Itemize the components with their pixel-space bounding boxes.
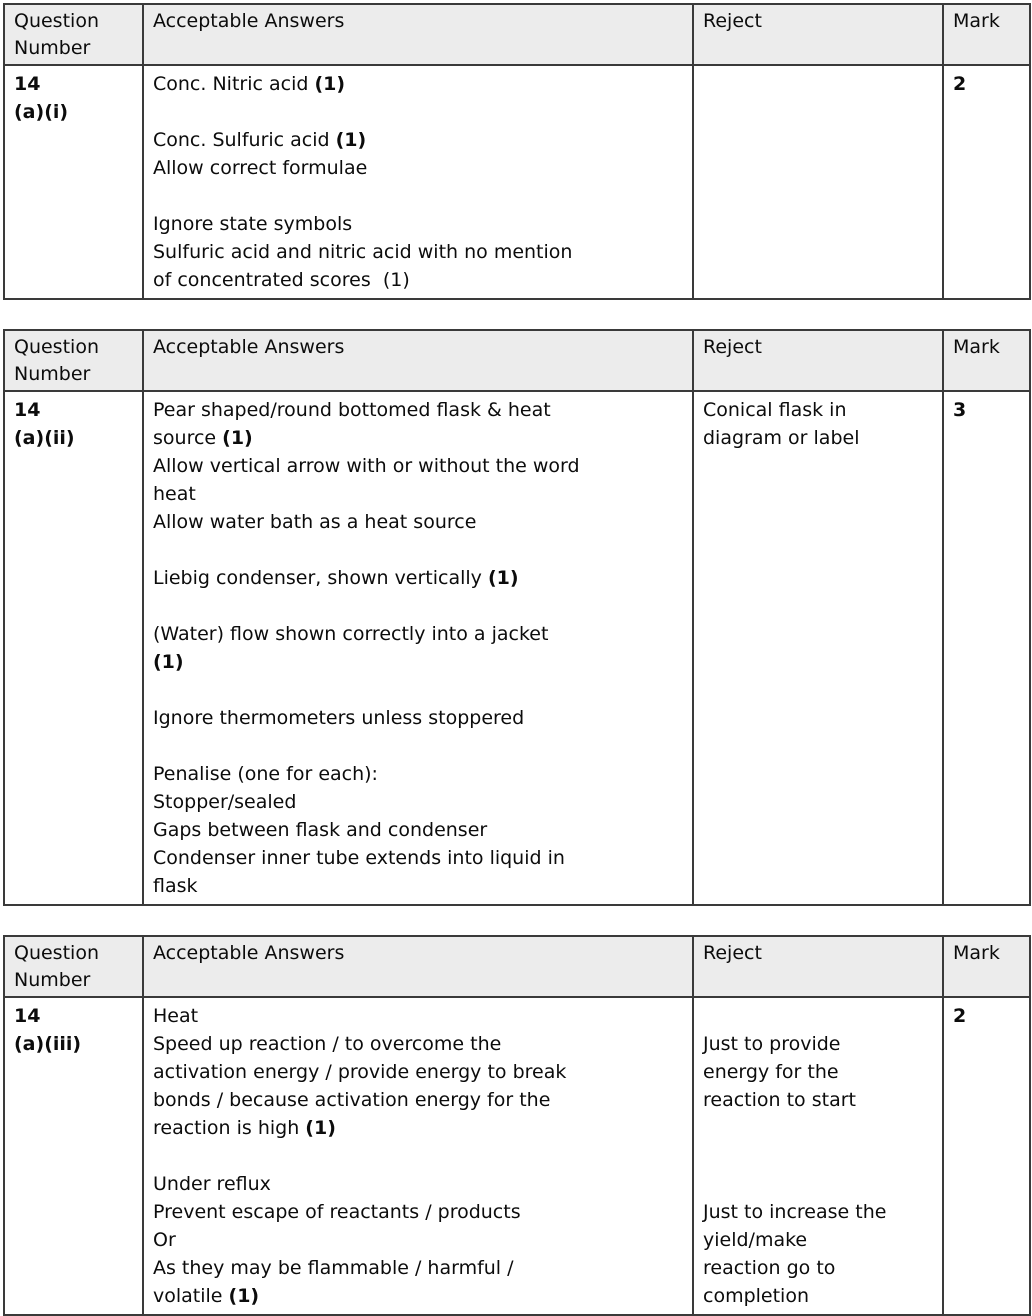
table-row (4, 391, 1030, 905)
column-header-acceptable-answers: Acceptable Answers (143, 330, 693, 391)
cell-acceptable-answers: Conc. Nitric acid (1) Conc. Sulfuric acid (1) Allow correct formulae Ignore state symbols Sulfuric acid and nitric acid with no mention of concentrated scores (1) (143, 65, 693, 299)
column-header-mark: Mark (943, 330, 1030, 391)
table-row (4, 997, 1030, 1315)
cell-reject: Conical flask in diagram or label (693, 391, 943, 905)
column-header-reject: Reject (693, 4, 943, 65)
column-header-acceptable-answers: Acceptable Answers (143, 4, 693, 65)
cell-acceptable-answers: Heat Speed up reaction / to overcome the activation energy / provide energy to break bonds / because activation energy for the reaction is high (1) Under reflux Prevent escape of reactants / products Or As they may be flammable / harmful / volatile (1) (143, 997, 693, 1315)
column-header-reject: Reject (693, 330, 943, 391)
column-header-question-number: Question Number (4, 936, 143, 997)
mark-scheme-table-14aiii (3, 935, 1031, 1316)
cell-mark: 3 (943, 391, 1030, 905)
mark-scheme-table-14aii (3, 329, 1031, 906)
table-row (4, 65, 1030, 299)
cell-question-number: 14 (a)(ii) (4, 391, 143, 905)
column-header-question-number: Question Number (4, 4, 143, 65)
cell-question-number: 14 (a)(iii) (4, 997, 143, 1315)
mark-scheme-table-14ai (3, 3, 1031, 300)
column-header-acceptable-answers: Acceptable Answers (143, 936, 693, 997)
column-header-question-number: Question Number (4, 330, 143, 391)
column-header-mark: Mark (943, 936, 1030, 997)
cell-reject (693, 65, 943, 299)
cell-mark: 2 (943, 997, 1030, 1315)
header-row (4, 4, 1030, 65)
cell-mark: 2 (943, 65, 1030, 299)
column-header-mark: Mark (943, 4, 1030, 65)
header-row (4, 330, 1030, 391)
cell-reject: Just to provide energy for the reaction to start Just to increase the yield/make reaction go to completion (693, 997, 943, 1315)
header-row (4, 936, 1030, 997)
cell-question-number: 14 (a)(i) (4, 65, 143, 299)
cell-acceptable-answers: Pear shaped/round bottomed flask & heat source (1) Allow vertical arrow with or without the word heat Allow water bath as a heat source Liebig condenser, shown vertically (1) (Water) flow shown correctly into a jacket (1) Ignore thermometers unless stoppered Penalise (one for each): Stopper/sealed Gaps between flask and condenser Condenser inner tube extends into liquid in flask (143, 391, 693, 905)
column-header-reject: Reject (693, 936, 943, 997)
